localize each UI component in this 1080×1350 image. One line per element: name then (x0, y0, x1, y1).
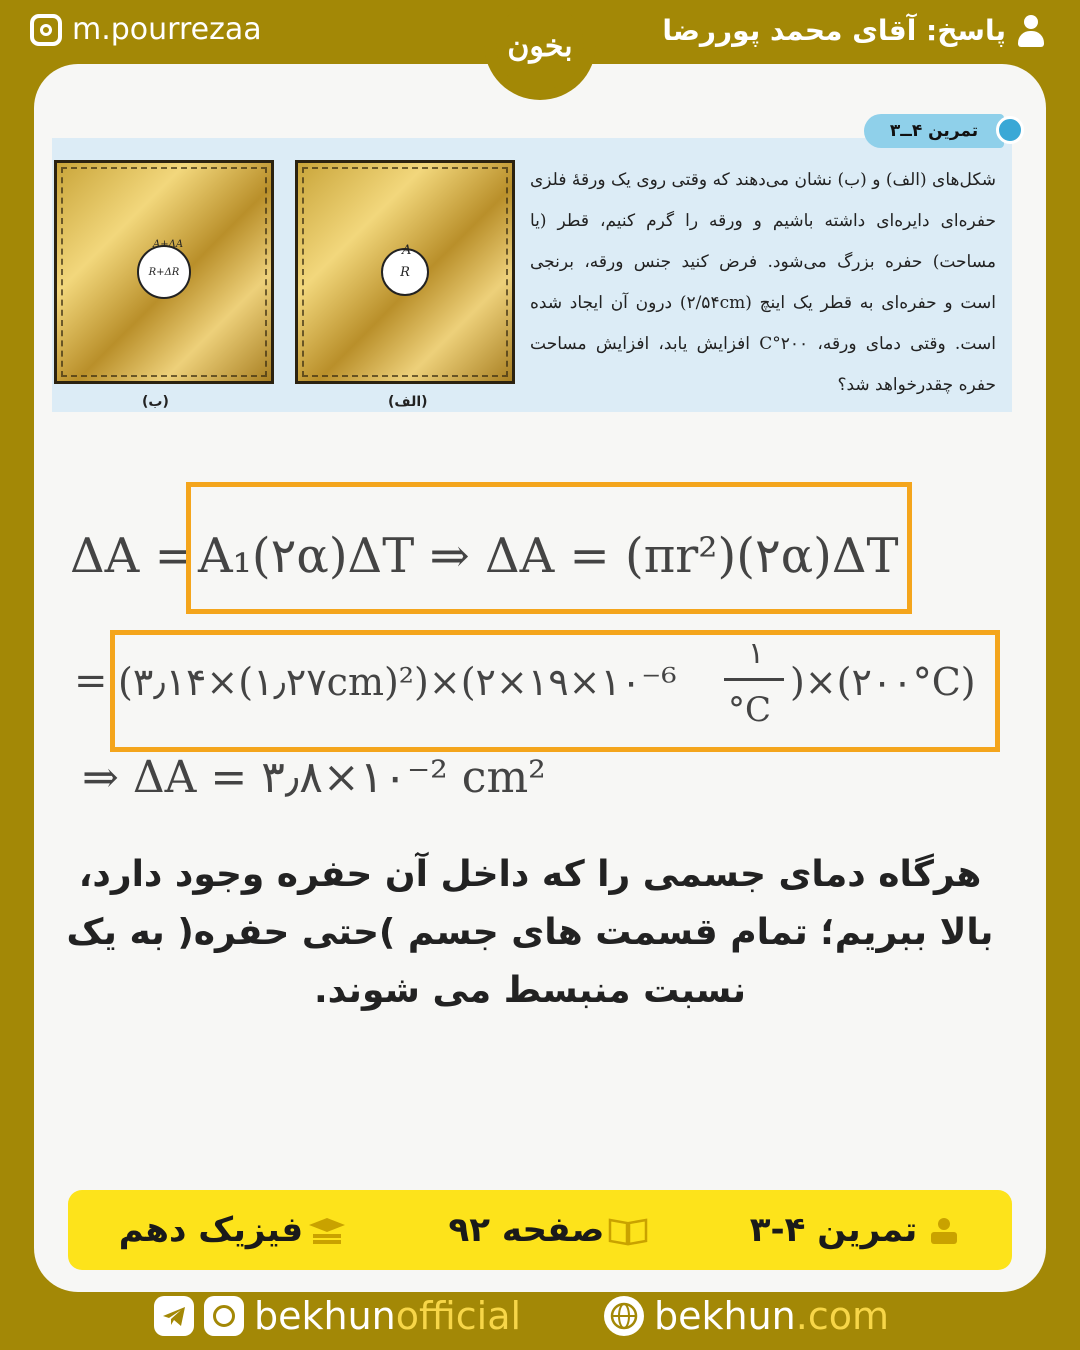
footer-exercise-text: تمرین ۴-۳ (749, 1210, 918, 1250)
instagram-icon (30, 14, 62, 46)
footer-page (449, 1210, 649, 1250)
social-link-prefix: bekhun (254, 1294, 396, 1338)
figure-b-hole (137, 245, 191, 299)
equation-line-2-prefix: = (74, 658, 108, 704)
social-link[interactable] (154, 1294, 521, 1338)
equation-line-2-start: (۳٫۱۴×(۱٫۲۷cm)²)×(۲×۱۹×۱۰⁻⁶ (118, 660, 677, 704)
brand-logo (496, 2, 584, 90)
telegram-icon (154, 1296, 194, 1336)
teacher-icon (927, 1215, 961, 1245)
figure-b-area-label: A+ΔA (153, 239, 184, 250)
footer-subject (119, 1210, 347, 1250)
website-link-suffix: .com (795, 1294, 890, 1338)
answer-author-text: پاسخ: آقای محمد پوررضا (662, 14, 1006, 47)
website-link[interactable] (604, 1294, 889, 1338)
open-book-icon (614, 1215, 648, 1245)
footer-exercise (750, 1210, 962, 1250)
globe-icon (604, 1296, 644, 1336)
bottom-links-bar (0, 1290, 1080, 1350)
equation-fraction-numerator: ۱ (748, 636, 765, 671)
footer-info-bar (68, 1190, 1012, 1270)
user-icon (1016, 15, 1046, 47)
footer-subject-text: فیزیک دهم (118, 1210, 304, 1250)
explanation-text: هرگاه دمای جسمی را که داخل آن حفره وجود دارد، بالا ببریم؛ تمام قسمت های جسم )حتی حفره( به یک نسبت منبسط می شوند. (66, 854, 994, 1011)
equation-line-3: ⇒ ΔA = ۳٫۸×۱۰⁻² cm² (82, 752, 546, 803)
footer-page-text: صفحه ۹۲ (448, 1210, 605, 1250)
figure-a-caption: (الف) (388, 394, 428, 410)
website-link-prefix: bekhun (654, 1294, 796, 1338)
answer-author (662, 14, 1046, 47)
instagram-handle[interactable] (30, 12, 262, 47)
figure-a-plate (295, 160, 515, 384)
graduation-cap-icon (313, 1215, 347, 1245)
instagram-icon-bottom (204, 1296, 244, 1336)
exercise-badge (864, 114, 1004, 148)
equation-line-2-end: )×(۲۰۰°C) (790, 660, 976, 704)
equation-line-1: A₁(۲α)ΔT ⇒ ΔA = (πr²)(۲α)ΔT (198, 528, 899, 584)
equation-fraction-denominator: °C (728, 690, 772, 730)
figure-a-radius-label: R (400, 264, 410, 280)
instagram-handle-text: m.pourrezaa (72, 12, 262, 47)
equation-fraction-bar (724, 678, 784, 681)
question-text: شکل‌های (الف) و (ب) نشان می‌دهند که وقتی روی یک ورقهٔ فلزی حفره‌ای دایره‌ای داشته باشیم و ورقه را گرم کنیم، قطر (یا مساحت) حفره بزرگ می‌شود. فرض کنید جنس ورقه، برنجی است و حفره‌ای به قطر یک اینچ (۲/۵۴cm) درون آن ایجاد شده است. وقتی دمای ورقه، ۲۰۰°C افزایش یابد، افزایش مساحت حفره چقدرخواهد شد؟ (530, 170, 996, 395)
figure-b-radius-label: R+ΔR (148, 266, 180, 278)
social-link-suffix: official (395, 1294, 522, 1338)
figure-b-caption: (ب) (142, 394, 169, 410)
exercise-dot-icon (996, 116, 1024, 144)
figure-b-plate (54, 160, 274, 384)
figure-a-area-label: A (402, 243, 412, 258)
equation-line-1-prefix: ΔA = (70, 528, 195, 584)
exercise-badge-text: تمرین ۴ــ۳ (889, 121, 979, 141)
brand-logo-text: بخون (507, 28, 573, 64)
